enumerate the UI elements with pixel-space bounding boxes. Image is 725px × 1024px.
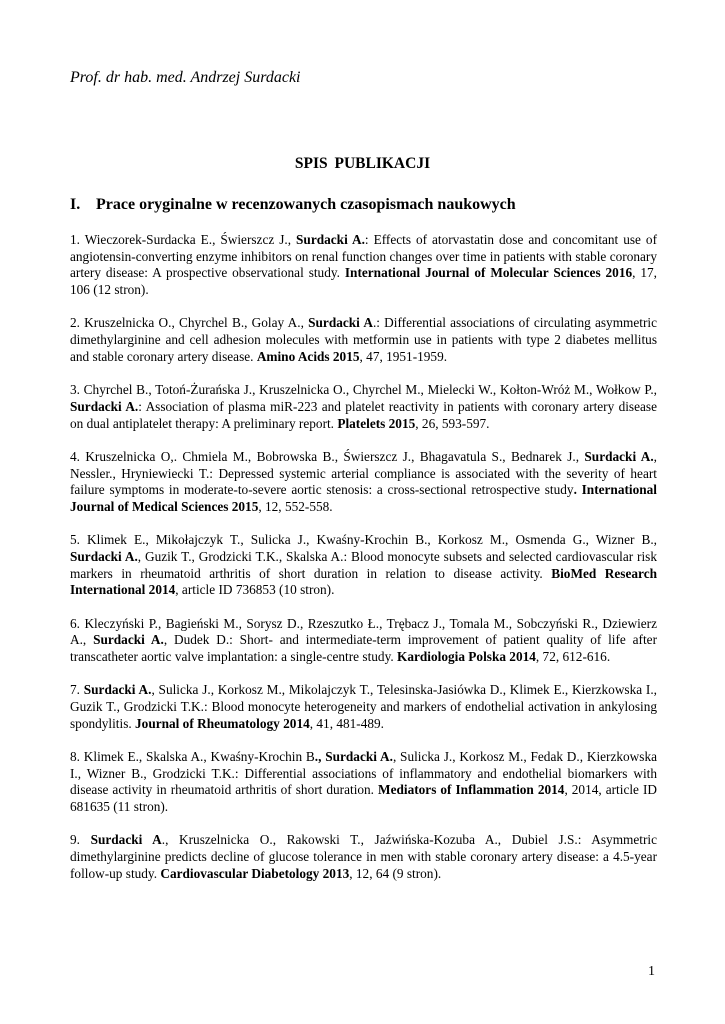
entry-authors: 4. Kruszelnicka O,. Chmiela M., Bobrowska B., Świerszcz J., Bhagavatula S., Bednarek J., (70, 448, 585, 464)
entry-authors: 5. Klimek E., Mikołajczyk T., Sulicka J., Kwaśny-Krochin B., Korkosz M., Osmenda G., Wizner B., (70, 532, 657, 548)
entry-self-author: Surdacki A. (93, 632, 164, 648)
entry-authors: 9. (70, 832, 91, 848)
entry-authors: 1. Wieczorek-Surdacka E., Świerszcz J., (70, 232, 297, 247)
entry-title: : Effects of atorvastatin dose and concomitant use of angiotensin-converting enzyme inhibitors on renal function changes over time in patients with stable coronary artery disease: A prospective observational study. (70, 232, 657, 281)
entry-journal: Platelets 2015 (337, 415, 416, 431)
entry-authors: 7. (70, 682, 84, 698)
entry-self-author: Surdacki A. (83, 682, 152, 698)
publication-entry (70, 232, 657, 299)
publication-entry (70, 682, 657, 732)
entry-self-author: Surdacki A. (70, 398, 139, 414)
entry-self-author: Surdacki A. (70, 548, 138, 564)
entry-journal: . International Journal of Medical Sciences 2015 (70, 482, 657, 514)
entry-details: , 41, 481-489. (309, 715, 384, 731)
entry-self-author: Surdacki A. (296, 232, 365, 247)
publication-entry (70, 832, 657, 882)
entry-self-author: ., Surdacki A. (314, 749, 393, 765)
entry-authors: 8. Klimek E., Skalska A., Kwaśny-Krochin B (70, 749, 315, 765)
entry-details: , 12, 552-558. (258, 498, 333, 514)
publication-entry (70, 616, 657, 666)
entry-title: , Sulicka J., Korkosz M., Fedak D., Kierzkowska I., Wizner B., Grodzicki T.K.: Differential associations of inflammatory and endothelial biomarkers with disease activity in rheumatoid arthritis of short duration. (70, 749, 657, 798)
entry-title: , Sulicka J., Korkosz M., Mikolajczyk T., Telesinska-Jasiówka D., Klimek E., Kierzkowska I., Guzik T., Grodzicki T.K.: Blood monocyte heterogeneity and markers of endothelial activation in ankylosing spondylitis. (70, 682, 658, 731)
entry-title: : Association of plasma miR-223 and platelet reactivity in patients with coronary artery disease on dual antiplatelet therapy: A preliminary report. (70, 398, 657, 431)
entry-journal: Journal of Rheumatology 2014 (135, 715, 310, 731)
entry-details: , 26, 593-597. (415, 415, 490, 431)
entry-title: , Dudek D.: Short- and intermediate-term improvement of patient quality of life after transcatheter aortic valve implantation: a single-centre study. (70, 632, 657, 665)
entry-journal: Amino Acids 2015 (256, 348, 360, 364)
publication-entry (70, 532, 657, 599)
publication-list (70, 232, 657, 899)
entry-title: .: Differential associations of circulating asymmetric dimethylarginine and cell adhesion molecules with metformin use in patients with type 2 diabetes mellitus and stable coronary artery disease. (70, 315, 658, 364)
entry-title: , Nessler., Hryniewiecki T.: Depressed systemic arterial compliance is associated with the severity of heart failure symptoms in moderate-to-severe aortic stenosis: a cross-sectional retrospective study (70, 448, 657, 498)
section-number: I. (70, 196, 81, 213)
entry-journal: International Journal of Molecular Sciences 2016 (344, 265, 633, 281)
entry-details: , 47, 1951-1959. (359, 348, 448, 364)
entry-title: , Guzik T., Grodzicki T.K., Skalska A.: Blood monocyte subsets and selected cardiovascular risk markers in rheumatoid arthritis of short duration in relation to disease activity. (70, 548, 657, 581)
entry-authors: 2. Kruszelnicka O., Chyrchel B., Golay A., (70, 315, 309, 331)
section-title: Prace oryginalne w recenzowanych czasopismach naukowych (96, 196, 516, 213)
entry-details: , 12, 64 (9 stron). (349, 865, 442, 881)
entry-details: , 72, 612-616. (535, 649, 611, 665)
entry-self-author: Surdacki A (308, 315, 373, 331)
entry-journal: BioMed Research International 2014 (70, 565, 657, 598)
entry-self-author: Surdacki A (90, 832, 162, 848)
entry-journal: Mediators of Inflammation 2014 (378, 782, 565, 798)
entry-details: , 17, 106 (12 stron). (70, 265, 657, 298)
entry-authors: 6. Kleczyński P., Bagieński M., Sorysz D., Rzeszutko Ł., Trębacz J., Tomala M., Sobczyński R., Dziewierz A., (70, 615, 657, 648)
document-title: SPIS PUBLIKACJI (294, 155, 431, 172)
entry-journal: Kardiologia Polska 2014 (397, 649, 536, 665)
author-name: Prof. dr hab. med. Andrzej Surdacki (70, 69, 301, 86)
publication-entry (70, 315, 657, 365)
entry-journal: Cardiovascular Diabetology 2013 (160, 865, 350, 881)
entry-self-author: Surdacki A. (584, 448, 654, 464)
publication-entry (70, 382, 657, 432)
entry-authors: 3. Chyrchel B., Totoń-Żurańska J., Kruszelnicka O., Chyrchel M., Mielecki W., Kołton-Wróż M., Wołkow P., (70, 382, 657, 398)
page-number: 1 (648, 964, 655, 979)
entry-details: , 2014, article ID 681635 (11 stron). (70, 782, 657, 815)
entry-details: , article ID 736853 (10 stron). (175, 582, 335, 598)
publication-entry (70, 449, 657, 516)
section-heading (70, 195, 516, 215)
entry-title: ., Kruszelnicka O., Rakowski T., Jaźwińska-Kozuba A., Dubiel J.S.: Asymmetric dimethylarginine predicts decline of glucose tolerance in men with stable coronary artery disease: a 4.5-year follow-up study. (70, 832, 658, 881)
publication-entry (70, 749, 657, 816)
